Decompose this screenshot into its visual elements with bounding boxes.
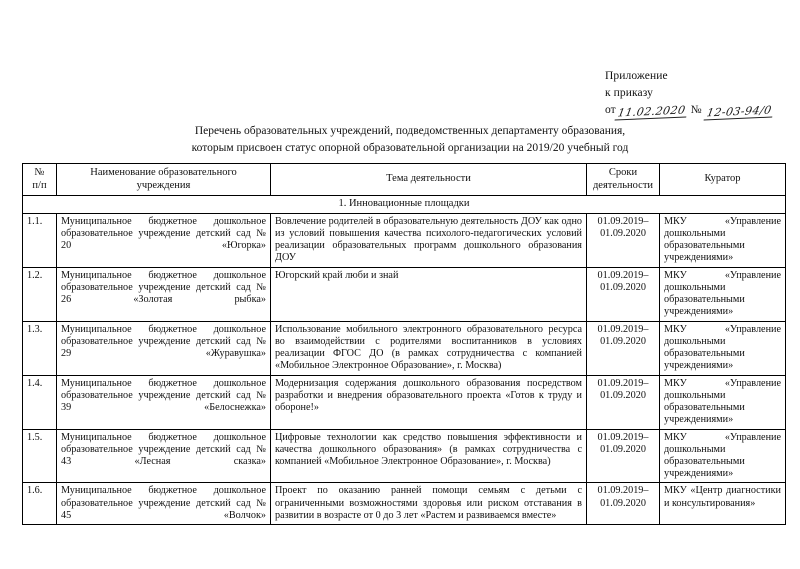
row-dates: 01.09.2019– 01.09.2020 xyxy=(587,321,660,375)
table-row xyxy=(23,267,786,321)
column-header-number xyxy=(23,164,57,196)
section-heading-row xyxy=(23,196,786,214)
number-symbol: № xyxy=(690,104,702,117)
date-prefix: от xyxy=(605,104,616,117)
column-header-number-line2: п/п xyxy=(32,179,47,191)
table-row xyxy=(23,375,786,429)
row-dates: 01.09.2019– 01.09.2020 xyxy=(587,213,660,267)
table-row xyxy=(23,483,786,525)
row-curator: МКУ «Управление дошкольными образовательными учреждениями» xyxy=(660,321,786,375)
column-header-dates xyxy=(587,164,660,196)
column-header-dates-line1: Сроки xyxy=(608,167,638,178)
row-activity-theme: Использование мобильного электронного образовательного ресурса во взаимодействии с родителями воспитанников в условиях реализации ФГОС ДО (в рамках сотрудничества с компанией «Мобильное Электронное Образование», г. Москва) xyxy=(271,321,587,375)
row-institution-name: Муниципальное бюджетное дошкольное образовательное учреждение детский сад № 20 «Югорка» xyxy=(57,213,271,267)
table-row xyxy=(23,213,786,267)
row-dates: 01.09.2019– 01.09.2020 xyxy=(587,483,660,525)
row-activity-theme: Югорский край люби и знай xyxy=(271,267,587,321)
table-row xyxy=(23,429,786,483)
institutions-table xyxy=(22,163,786,525)
row-activity-theme: Вовлечение родителей в образовательную деятельность ДОУ как одно из условий повышения качества психолого-педагогических условий реализации образовательных программ дошкольного образования ДОУ xyxy=(271,213,587,267)
appendix-order-label: к приказу xyxy=(605,86,653,99)
row-dates: 01.09.2019– 01.09.2020 xyxy=(587,375,660,429)
page-title-line-2: которым присвоен статус опорной образовательной организации на 2019/20 учебный год xyxy=(191,141,629,154)
row-activity-theme: Модернизация содержания дошкольного образования посредством разработки и внедрения образовательного проекта «Готов к труду и обороне!» xyxy=(271,375,587,429)
appendix-label: Приложение xyxy=(605,70,668,82)
table-row xyxy=(23,321,786,375)
row-dates: 01.09.2019– 01.09.2020 xyxy=(587,267,660,321)
column-header-name-line1: Наименование образовательного xyxy=(90,167,237,178)
row-curator: МКУ «Управление дошкольными образовательными учреждениями» xyxy=(660,267,786,321)
column-header-name-line2: учреждения xyxy=(136,179,191,191)
page-title xyxy=(100,123,720,156)
row-institution-name: Муниципальное бюджетное дошкольное образовательное учреждение детский сад № 39 «Белоснежка» xyxy=(57,375,271,429)
row-institution-name: Муниципальное бюджетное дошкольное образовательное учреждение детский сад № 45 «Волчок» xyxy=(57,483,271,525)
table-header-row xyxy=(23,164,786,196)
column-header-dates-line2: деятельности xyxy=(592,179,654,191)
row-institution-name: Муниципальное бюджетное дошкольное образовательное учреждение детский сад № 43 «Лесная сказка» xyxy=(57,429,271,483)
row-activity-theme: Проект по оказанию ранней помощи семьям с детьми с ограниченными возможностями здоровья или риском отставания в развитии в возрасте от 0 до 3 лет «Растем и развиваемся вместе» xyxy=(271,483,587,525)
row-curator: МКУ «Управление дошкольными образовательными учреждениями» xyxy=(660,213,786,267)
column-header-institution-name xyxy=(57,164,271,196)
column-header-curator: Куратор xyxy=(660,164,786,196)
handwritten-date: 11.02.2020 xyxy=(614,105,688,121)
row-activity-theme: Цифровые технологии как средство повышения эффективности и качества дошкольного образования» (в рамках сотрудничества с компанией «Мобильное Электронное Образование», г. Москва) xyxy=(271,429,587,483)
column-header-number-line1: № xyxy=(34,167,45,178)
row-number: 1.2. xyxy=(23,267,57,321)
row-number: 1.5. xyxy=(23,429,57,483)
row-number: 1.1. xyxy=(23,213,57,267)
row-number: 1.4. xyxy=(23,375,57,429)
row-curator: МКУ «Центр диагностики и консультирования» xyxy=(660,483,786,525)
page-title-line-1: Перечень образовательных учреждений, подведомственных департаменту образования, xyxy=(194,125,626,137)
row-dates: 01.09.2019– 01.09.2020 xyxy=(587,429,660,483)
row-curator: МКУ «Управление дошкольными образовательными учреждениями» xyxy=(660,375,786,429)
handwritten-order-number: 12-03-94/0 xyxy=(703,105,774,121)
table-body xyxy=(23,196,786,525)
section-heading-innovation-platforms: 1. Инновационные площадки xyxy=(23,196,786,214)
column-header-activity-theme: Тема деятельности xyxy=(271,164,587,196)
row-curator: МКУ «Управление дошкольными образовательными учреждениями» xyxy=(660,429,786,483)
row-number: 1.3. xyxy=(23,321,57,375)
row-institution-name: Муниципальное бюджетное дошкольное образовательное учреждение детский сад № 29 «Журавушка» xyxy=(57,321,271,375)
row-institution-name: Муниципальное бюджетное дошкольное образовательное учреждение детский сад № 26 «Золотая рыбка» xyxy=(57,267,271,321)
appendix-date-line xyxy=(605,102,795,119)
appendix-header xyxy=(605,68,795,119)
row-number: 1.6. xyxy=(23,483,57,525)
